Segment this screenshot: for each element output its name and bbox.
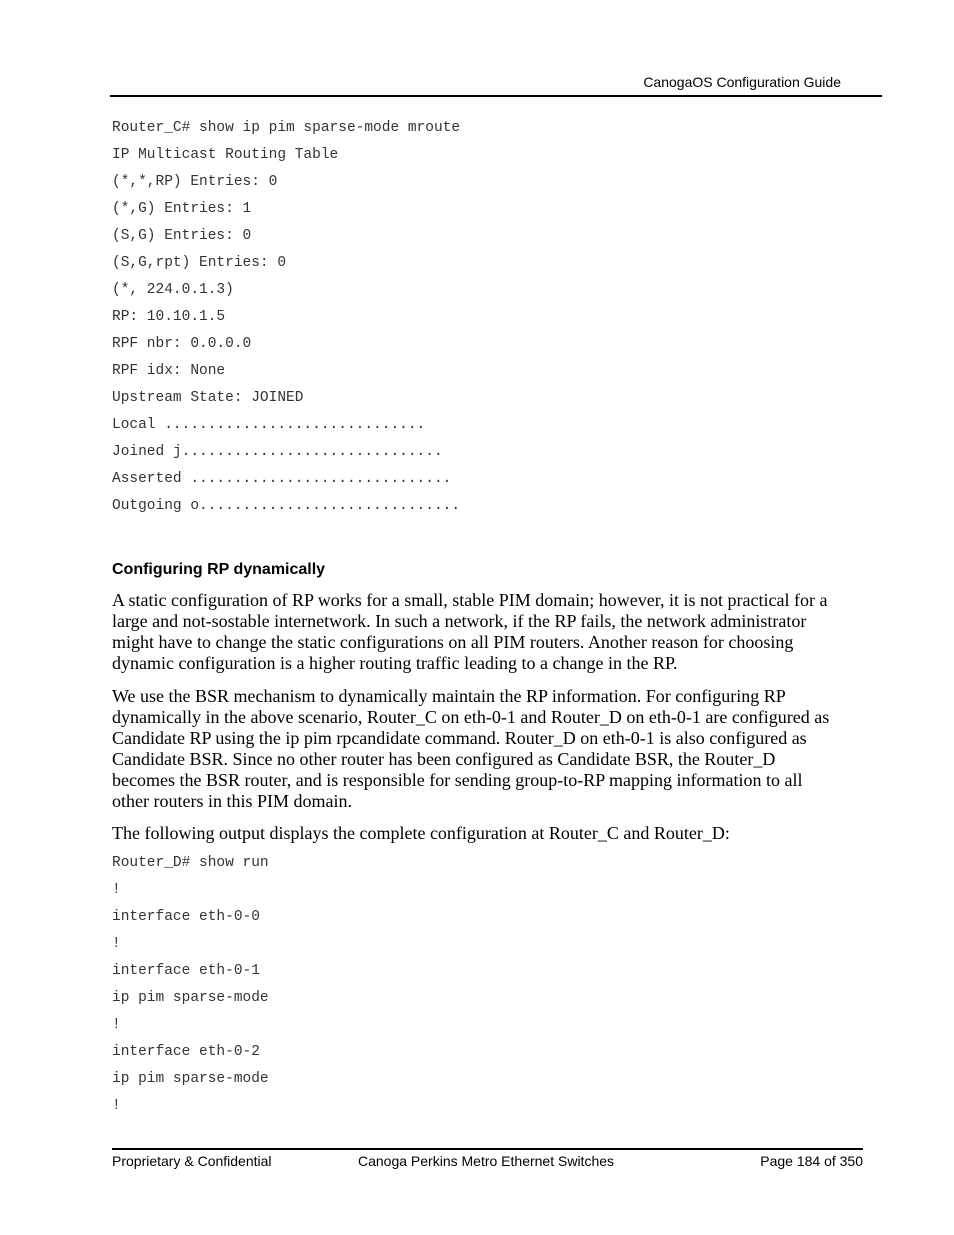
code-line: (*, 224.0.1.3) xyxy=(112,282,234,298)
code-line: RPF nbr: 0.0.0.0 xyxy=(112,336,252,352)
code-line: interface eth-0-0 xyxy=(112,909,260,925)
code-line: interface eth-0-1 xyxy=(112,963,260,979)
code-line: ip pim sparse-mode xyxy=(112,990,269,1006)
code-line: Upstream State: JOINED xyxy=(112,390,304,406)
code-line: Local .............................. xyxy=(112,417,426,433)
code-line: RPF idx: None xyxy=(112,363,226,379)
code-line: Joined j.............................. xyxy=(112,444,443,460)
code-line: Outgoing o.............................. xyxy=(112,498,461,514)
code-line: Router_D# show run xyxy=(112,855,269,871)
header-divider xyxy=(110,95,882,97)
code-line: Asserted .............................. xyxy=(112,471,452,487)
body-paragraph: A static configuration of RP works for a small, stable PIM domain; however, it is not practical for a large and not-sostable internetwork. In such a network, if the RP fails, the network administrator might have to change the static configurations on all PIM routers. Another reason for choosing dynamic configuration is a higher routing traffic leading to a change in the RP. xyxy=(112,590,828,673)
code-line: ! xyxy=(112,882,121,898)
code-line: IP Multicast Routing Table xyxy=(112,147,339,163)
config-output-block xyxy=(112,853,269,1123)
code-line: ip pim sparse-mode xyxy=(112,1071,269,1087)
code-line: RP: 10.10.1.5 xyxy=(112,309,226,325)
footer-divider xyxy=(112,1148,863,1150)
section-heading: Configuring RP dynamically xyxy=(112,561,326,578)
footer-page-number: Page 184 of 350 xyxy=(760,1153,863,1169)
body-paragraph: We use the BSR mechanism to dynamically maintain the RP information. For configuring RP dynamically in the above scenario, Router_C on eth-0-1 and Router_D on eth-0-1 are configured as Candidate RP using the ip pim rpcandidate command. Router_D on eth-0-1 is also configured as Candidate BSR. Since no other router has been configured as Candidate BSR, the Router_D becomes the BSR router, and is responsible for sending group-to-RP mapping information to all other routers in this PIM domain. xyxy=(112,686,830,811)
code-line: ! xyxy=(112,1017,121,1033)
code-line: (S,G,rpt) Entries: 0 xyxy=(112,255,287,271)
code-line: ! xyxy=(112,1098,121,1114)
code-line: (*,G) Entries: 1 xyxy=(112,201,252,217)
cli-output-block xyxy=(112,118,460,523)
code-line: interface eth-0-2 xyxy=(112,1044,260,1060)
code-line: (S,G) Entries: 0 xyxy=(112,228,252,244)
page-header-title: CanogaOS Configuration Guide xyxy=(643,74,841,90)
code-line: Router_C# show ip pim sparse-mode mroute xyxy=(112,120,461,136)
footer-product: Canoga Perkins Metro Ethernet Switches xyxy=(358,1153,615,1169)
code-line: (*,*,RP) Entries: 0 xyxy=(112,174,278,190)
body-paragraph: The following output displays the complete configuration at Router_C and Router_D: xyxy=(112,823,730,843)
footer-confidentiality: Proprietary & Confidential xyxy=(112,1153,272,1169)
code-line: ! xyxy=(112,936,121,952)
